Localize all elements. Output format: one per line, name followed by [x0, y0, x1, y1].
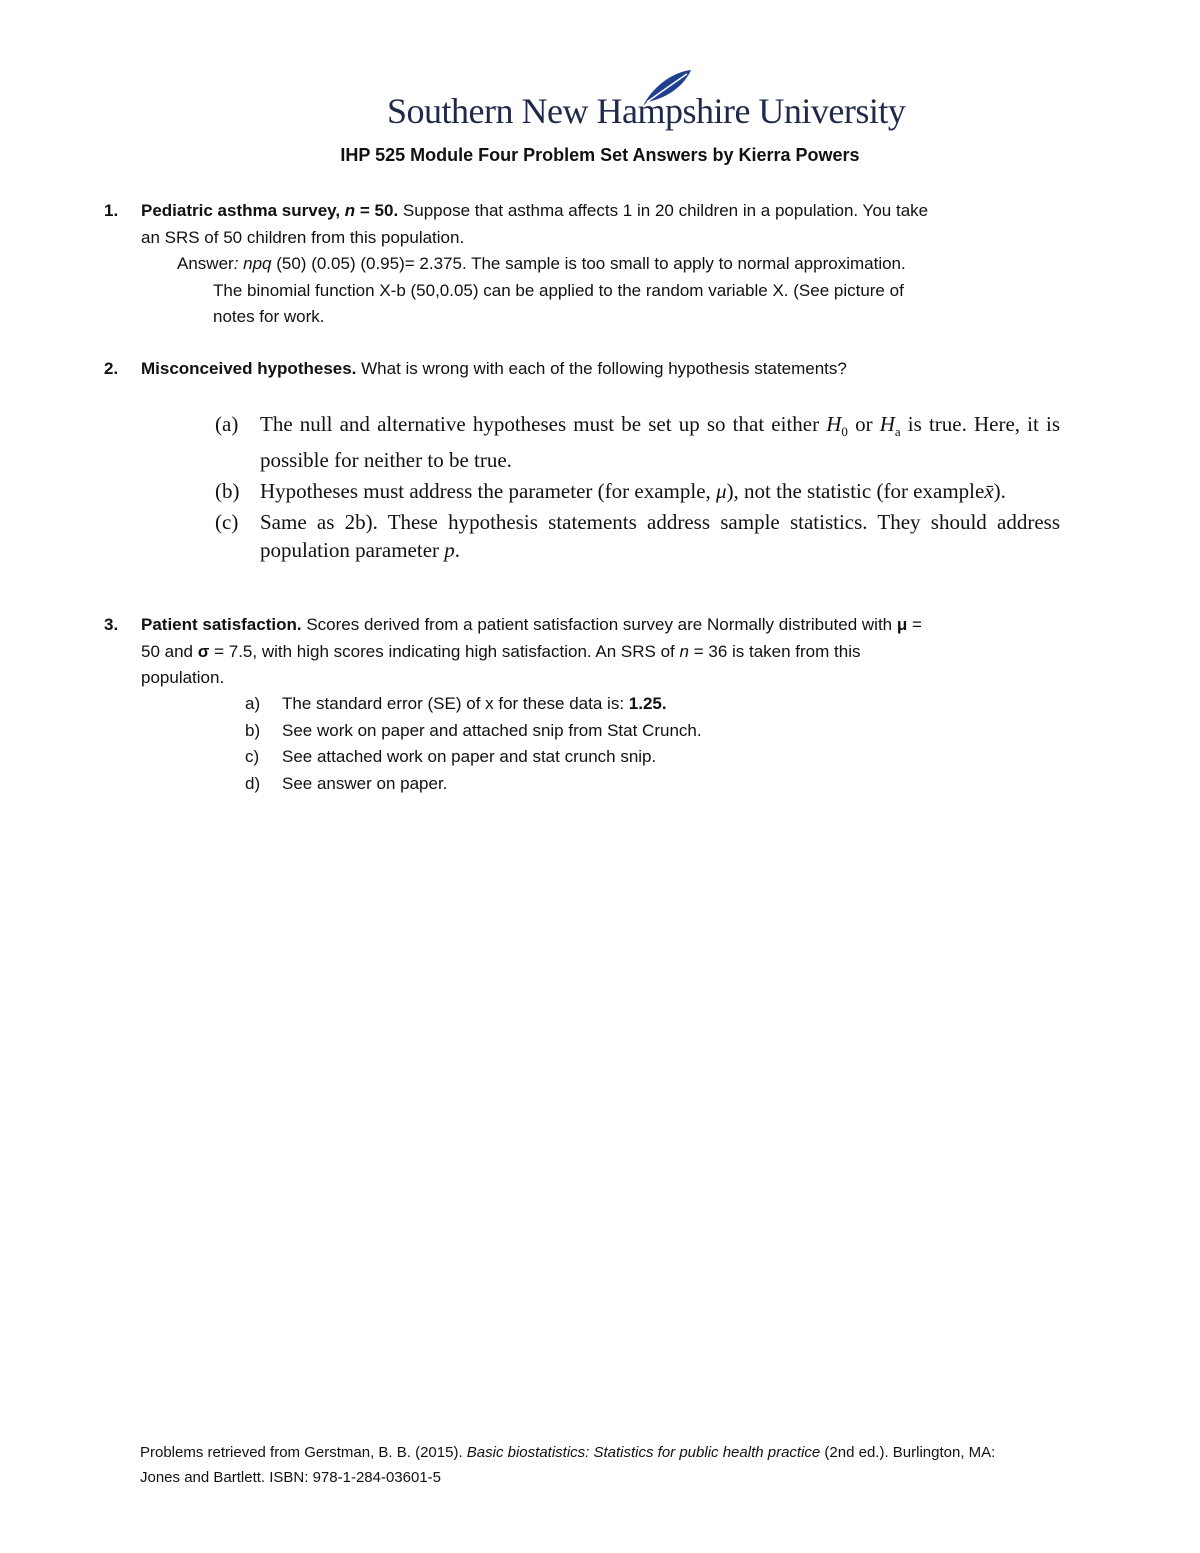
- footer-line-1: Problems retrieved from Gerstman, B. B. (2015). Basic biostatistics: Statistics for public health practice (2nd ed.). Burlington, MA:: [140, 1444, 996, 1461]
- question-3-line-3: population.: [141, 668, 225, 687]
- university-logo: [385, 68, 906, 136]
- list-item: (a) The null and alternative hypotheses must be set up so that either $H_0$ or $H_a$ is true. Here, it is possible for neither to be true.: [215, 412, 1060, 473]
- question-number: 2.: [104, 359, 119, 378]
- list-item: d) See answer on paper.: [245, 773, 448, 793]
- question-1: [104, 198, 1054, 331]
- answer-1-line-3: notes for work.: [213, 307, 325, 326]
- page-title: IHP 525 Module Four Problem Set Answers by Kierra Powers: [340, 145, 860, 165]
- list-item: (c) Same as 2b). These hypothesis statements address sample statistics. They should address population parameter p.: [215, 510, 1060, 563]
- list-item: b) See work on paper and attached snip from Stat Crunch.: [245, 720, 702, 740]
- reference-footer: [140, 1440, 1070, 1490]
- question-2-text: Misconceived hypotheses. What is wrong with each of the following hypothesis statements?: [141, 359, 847, 378]
- list-item: a) The standard error (SE) of x for these data is: 1.25.: [245, 694, 667, 713]
- answer-1-line-2: The binomial function X-b (50,0.05) can be applied to the random variable X. (See picture of: [213, 280, 904, 300]
- question-3: [104, 612, 1054, 692]
- hypothesis-answers: [215, 410, 1060, 567]
- question-1-line-2: an SRS of 50 children from this population.: [141, 227, 465, 247]
- question-1-line-1: Pediatric asthma survey, n = 50. Suppose that asthma affects 1 in 20 children in a population. You take: [141, 201, 929, 220]
- question-3-line-2: 50 and σ = 7.5, with high scores indicating high satisfaction. An SRS of n = 36 is taken from this: [141, 641, 861, 661]
- footer-line-2: Jones and Bartlett. ISBN: 978-1-284-03601-5: [140, 1469, 442, 1486]
- answer-1-line-1: Answer: npq (50) (0.05) (0.95)= 2.375. The sample is too small to apply to normal approximation.: [177, 254, 906, 273]
- question-number: 1.: [104, 201, 119, 220]
- question-2: [104, 356, 1054, 383]
- logo-text: Southern New Hampshire University: [387, 91, 906, 131]
- question-number: 3.: [104, 615, 119, 634]
- list-item: c) See attached work on paper and stat crunch snip.: [245, 747, 657, 766]
- question-3-line-1: Patient satisfaction. Scores derived from a patient satisfaction survey are Normally distributed with μ =: [141, 615, 922, 634]
- patient-satisfaction-answers: [245, 691, 1045, 797]
- list-item: (b) Hypotheses must address the parameter (for example, μ), not the statistic (for examplex̄).: [215, 479, 1006, 504]
